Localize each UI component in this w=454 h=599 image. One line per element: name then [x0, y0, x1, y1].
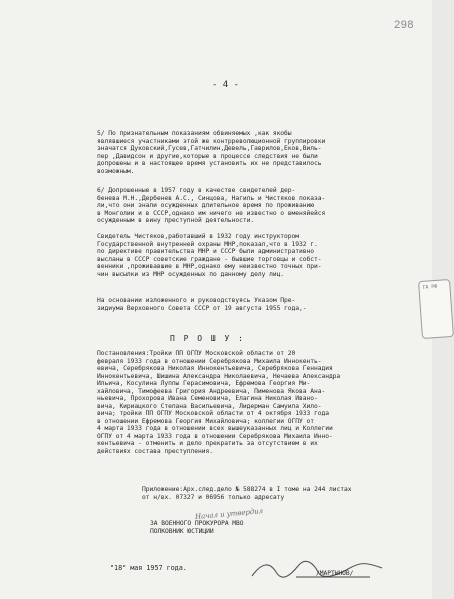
witness-line-2: Государственной внутренней охраны МНР,показал,что в 1932 г. [97, 240, 318, 248]
resolution-line-7: ньевича, Прохорова Ивана Семеновича, Елагина Николая Ивано- [97, 395, 318, 402]
resolution-line-10: в отношении Ефремова Георгия Михайловича; коллегии ОГПУ от [97, 417, 314, 425]
paragraph-5-line-2: являвшиеся участниками этой же контрреволюционной группировки [97, 137, 326, 145]
paragraph-basis [97, 297, 307, 312]
handwritten-note: Начал и утвердил [194, 507, 264, 521]
resolution-line-16 [97, 463, 340, 471]
paragraph-5 [97, 130, 325, 183]
signatory-line-1: ЗА ВОЕННОГО ПРОКУРОРА МВО [150, 520, 244, 527]
resolution-line-13: кентьевича - отменить и дело прекратить за отсутствием в их [97, 440, 318, 447]
resolution-line-17 [97, 470, 340, 478]
paragraph-5-line-6: возможным. [97, 167, 135, 175]
paragraph-resolution [97, 350, 340, 485]
paragraph-6 [97, 187, 325, 225]
archive-stamp [418, 279, 454, 339]
resolution-line-12: ОГПУ от 4 марта 1933 года в отношении Серебрякова Михаила Инно- [97, 432, 333, 440]
stamp-text: ГА РФ [422, 283, 438, 291]
resolution-line-3: евича, Серебрякова Николая Иннокентьевича, Серебрякова Геннадия [97, 365, 333, 372]
paragraph-witness [97, 233, 321, 293]
paragraph-6-line-5: осужденным в вину преступной деятельности. [97, 217, 255, 224]
witness-line-8 [97, 286, 321, 294]
resolution-line-8: вича, Кириацкого Степана Васильевича, Лидерман Самуила Хило- [97, 402, 322, 410]
resolution-line-5: Ильича, Косулина Луппы Герасимовича, Ефремова Георгия Ми- [97, 380, 311, 387]
page-number: 298 [394, 19, 414, 31]
resolution-line-2: февраля 1933 года в отношении Серебрякова Михаила Иннокенть- [97, 357, 322, 365]
paragraph-6-line-3: ли,что они знали осужденных длительное время по проживанию [97, 202, 314, 209]
section-heading: П Р О Ш У : [170, 334, 245, 343]
page-marker: - 4 - [212, 80, 239, 90]
paragraph-5-line-4: пер ,Давидсон и другие,которые в процессе следствия не были [97, 152, 318, 160]
basis-line-2: зидиума Верховного Совета СССР от 19 августа 1955 года,- [97, 304, 307, 312]
resolution-line-1: Постановления:Тройки ПП ОГПУ Московской области от 20 [97, 350, 296, 357]
attachment [142, 486, 352, 501]
paragraph-5-line-7 [97, 175, 325, 183]
witness-line-1: Свидетель Чистяков,работавший в 1932 году инструктором [97, 233, 300, 240]
paragraph-5-line-1: 5/ По признательным показаниям обвиняемых ,как якобы [97, 130, 292, 137]
witness-line-7 [97, 278, 321, 286]
paragraph-6-line-1: 6/ Допрошенные в 1957 году в качестве свидетелей дер- [97, 187, 296, 194]
paragraph-6-line-2: бенева М.Н.,Дербенев А.С., Синцова, Нагиль и Чистяков показа- [97, 194, 326, 202]
paragraph-5-line-3: значатся Дуковский,Гусев,Гатчилин,Девель,Гаврилов,Еков,Виль- [97, 145, 322, 152]
signatory-line-2: ПОЛКОВНИК ЮСТИЦИИ [150, 527, 214, 535]
resolution-line-4: Иннокентьевича, Шишина Александра Николаевича, Нечаева Александра [97, 372, 341, 380]
resolution-line-6: хайловича, Тимофеева Григория Андреевича, Пименова Якова Ана- [97, 387, 326, 395]
attachment-line-2: от н/вх. 07327 и 06956 только адресату [142, 493, 285, 501]
basis-line-1: На основании изложенного и руководствуясь Указом Пре- [97, 297, 296, 304]
signatory-block [150, 520, 244, 535]
resolution-line-18 [97, 478, 340, 486]
resolution-line-9: вича; тройки ПП ОГПУ Московской области от 4 октября 1933 года [97, 410, 329, 417]
witness-line-4: высланы в СССР советские граждане - бывшие торговцы и собст- [97, 255, 322, 263]
witness-line-5: венники ,проживавшие в МНР,однако ему неизвестно точных при- [97, 263, 322, 270]
document-date: "18" мая 1957 года. [110, 564, 187, 572]
paragraph-5-line-5: допрошены и в настоящее время установить их не представилось [97, 160, 322, 167]
resolution-line-15 [97, 455, 340, 463]
witness-line-6: чин высылки из МНР осужденных по данному делу лиц. [97, 270, 285, 278]
resolution-line-11: 4 марта 1933 года в отношении всех вышеуказанных лиц и Коллегии [97, 425, 333, 432]
witness-line-3: по директиве правительства МНР и СССР были административно [97, 248, 314, 255]
resolution-line-14: действиях состава преступления. [97, 447, 213, 455]
paragraph-6-line-4: в Монголии и в СССР,однако им ничего не известно о вменяйейся [97, 209, 326, 217]
signatory-name: /МАРТЫНОВ/ [316, 570, 354, 577]
attachment-line-1: Приложение:Арх.след.дело № 588274 в I томе на 244 листах [142, 486, 352, 493]
